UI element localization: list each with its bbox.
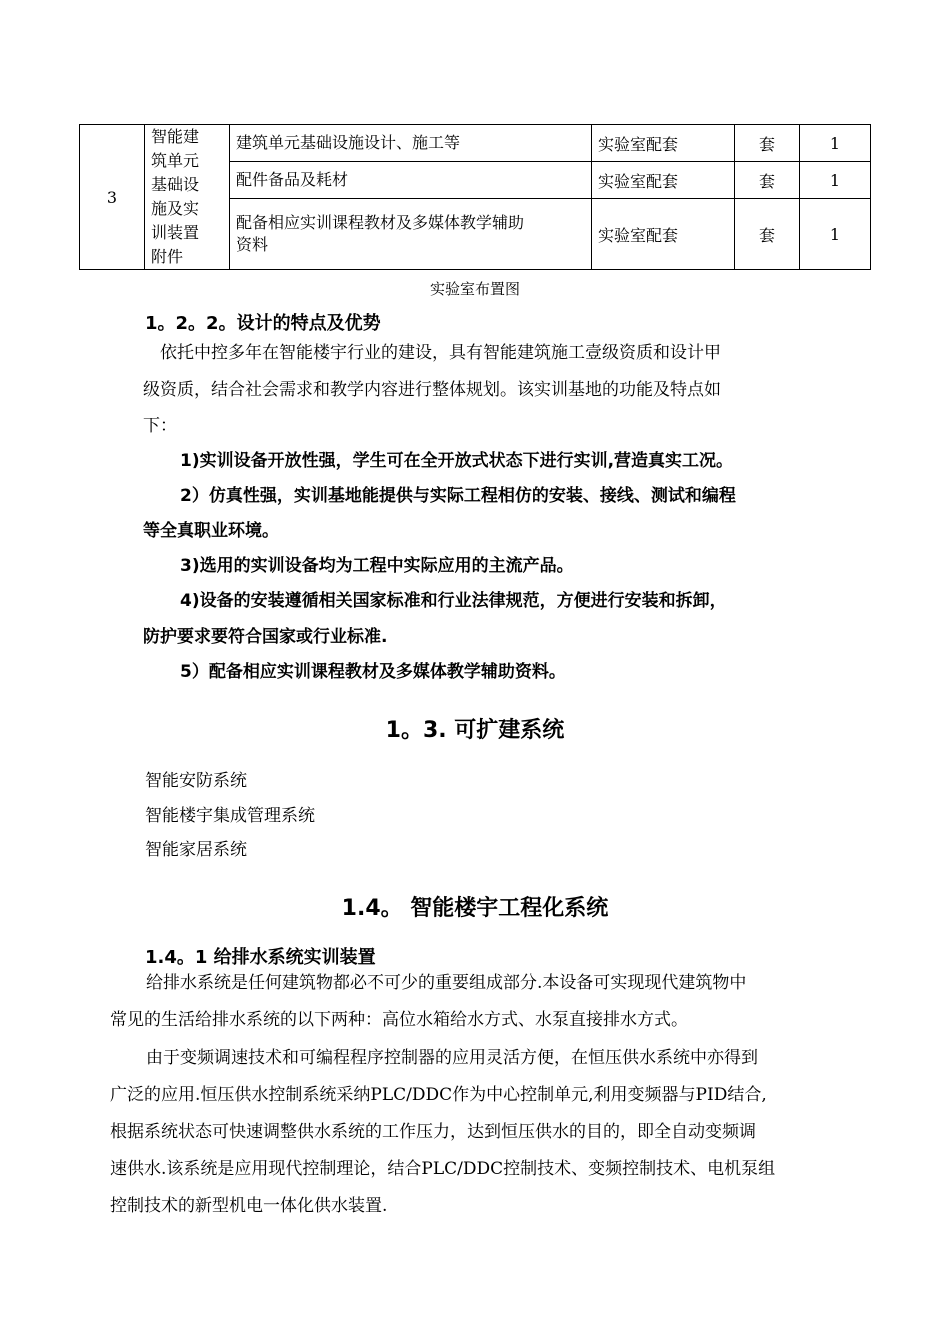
paragraph-line: 控制技术的新型机电一体化供水装置. bbox=[110, 1196, 388, 1216]
row-number-cell: 3 bbox=[80, 125, 145, 270]
paragraph-line: 常见的生活给排水系统的以下两种：高位水箱给水方式、水泵直接排水方式。 bbox=[110, 1010, 688, 1030]
paragraph-line: 级资质，结合社会需求和教学内容进行整体规划。该实训基地的功能及特点如 bbox=[143, 380, 721, 400]
item-name-line: 附件 bbox=[151, 247, 184, 266]
quantity-cell: 1 bbox=[800, 162, 871, 199]
paragraph-line: 速供水.该系统是应用现代控制理论，结合PLC/DDC控制技术、变频控制技术、电机泵组 bbox=[110, 1159, 776, 1179]
feature-point: 4)设备的安装遵循相关国家标准和行业法律规范，方便进行安装和拆卸， bbox=[180, 591, 727, 611]
paragraph-line: 下： bbox=[143, 416, 177, 436]
content-cell: 配件备品及耗材 bbox=[230, 162, 592, 199]
content-line: 配备相应实训课程教材及多媒体教学辅助 bbox=[236, 213, 525, 232]
equipment-table bbox=[79, 124, 871, 270]
feature-point: 1)实训设备开放性强，学生可在全开放式状态下进行实训,营造真实工况。 bbox=[180, 451, 734, 471]
section-heading-1-2-2: 1。2。2。设计的特点及优势 bbox=[145, 313, 381, 334]
feature-point: 防护要求要符合国家或行业标准. bbox=[143, 627, 388, 647]
location-cell: 实验室配套 bbox=[592, 125, 735, 162]
figure-caption: 实验室布置图 bbox=[429, 280, 520, 298]
item-name-line: 智能建 bbox=[151, 127, 200, 146]
list-item: 智能楼宇集成管理系统 bbox=[145, 806, 315, 826]
paragraph-line: 由于变频调速技术和可编程程序控制器的应用灵活方便，在恒压供水系统中亦得到 bbox=[146, 1048, 758, 1068]
item-name-line: 训装置 bbox=[151, 223, 200, 242]
unit-cell: 套 bbox=[735, 199, 800, 270]
item-name-line: 施及实 bbox=[151, 199, 200, 218]
list-item: 智能家居系统 bbox=[145, 840, 247, 860]
paragraph-line: 给排水系统是任何建筑物都必不可少的重要组成部分.本设备可实现现代建筑物中 bbox=[146, 973, 747, 993]
content-line: 资料 bbox=[236, 235, 269, 254]
paragraph-line: 根据系统状态可快速调整供水系统的工作压力，达到恒压供水的目的，即全自动变频调 bbox=[110, 1122, 756, 1142]
feature-point: 3)选用的实训设备均为工程中实际应用的主流产品。 bbox=[180, 556, 574, 576]
feature-point: 5）配备相应实训课程教材及多媒体教学辅助资料。 bbox=[180, 662, 566, 682]
location-cell: 实验室配套 bbox=[592, 162, 735, 199]
paragraph-line: 广泛的应用.恒压供水控制系统采纳PLC/DDC作为中心控制单元,利用变频器与PID结合, bbox=[110, 1085, 767, 1105]
unit-cell: 套 bbox=[735, 125, 800, 162]
feature-point: 2）仿真性强，实训基地能提供与实际工程相仿的安装、接线、测试和编程 bbox=[180, 486, 736, 506]
paragraph-line: 依托中控多年在智能楼宇行业的建设，具有智能建筑施工壹级资质和设计甲 bbox=[160, 343, 721, 363]
content-cell: 建筑单元基础设施设计、施工等 bbox=[230, 125, 592, 162]
section-heading-1-4: 1.4。 智能楼宇工程化系统 bbox=[341, 896, 609, 921]
table-row bbox=[80, 125, 871, 162]
location-cell: 实验室配套 bbox=[592, 199, 735, 270]
section-heading-1-3: 1。3. 可扩建系统 bbox=[385, 718, 565, 743]
list-item: 智能安防系统 bbox=[145, 771, 247, 791]
item-name-line: 筑单元 bbox=[151, 151, 200, 170]
quantity-cell: 1 bbox=[800, 125, 871, 162]
quantity-cell: 1 bbox=[800, 199, 871, 270]
item-name-cell bbox=[145, 125, 230, 270]
item-name-line: 基础设 bbox=[151, 175, 200, 194]
unit-cell: 套 bbox=[735, 162, 800, 199]
sub-heading-1-4-1: 1.4。1 给排水系统实训装置 bbox=[145, 947, 376, 968]
feature-point: 等全真职业环境。 bbox=[143, 521, 279, 541]
content-cell bbox=[230, 199, 592, 270]
